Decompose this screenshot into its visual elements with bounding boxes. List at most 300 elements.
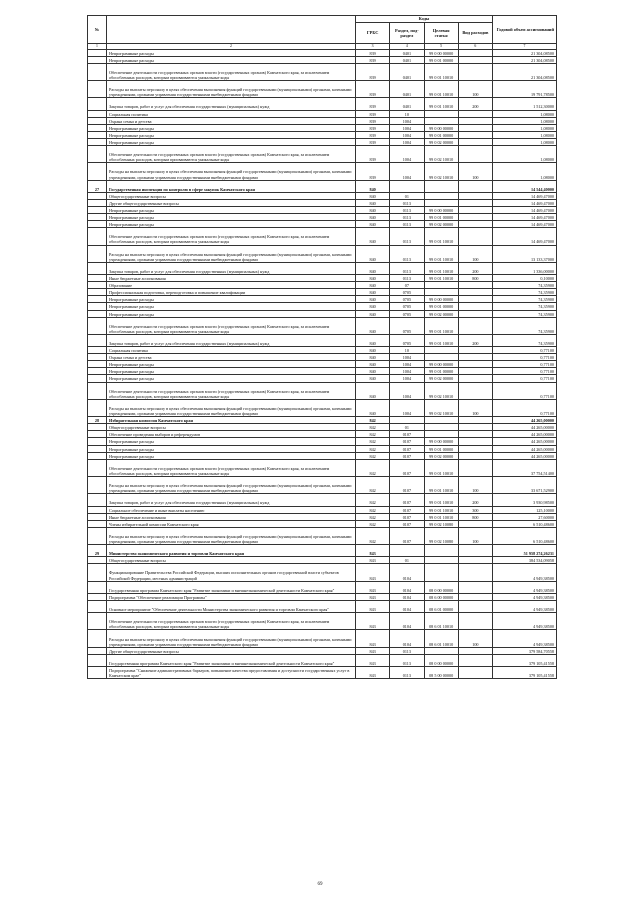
row-sum-cell: 1,08000 xyxy=(493,117,557,124)
row-name-cell: Обеспечение деятельности государственных органов власти (государственных органов) Камчатского края, за исключением обособленных расходов, которым присваиваются уникальные коды xyxy=(107,382,356,399)
table-row xyxy=(88,477,557,494)
row-expense-type-cell xyxy=(458,600,492,612)
row-number-cell xyxy=(88,228,107,245)
row-name-cell: Расходы на выплаты персоналу в целях обеспечения выполнения функций государственными (муниципальными) органами, казенными учреждениями, органами управления государственными внебюджетными фондами xyxy=(107,527,356,544)
row-section-cell: 0107 xyxy=(390,452,424,459)
row-expense-type-cell xyxy=(458,557,492,564)
table-row xyxy=(88,545,557,557)
row-number-cell xyxy=(88,282,107,289)
table-row xyxy=(88,438,557,445)
row-number-cell xyxy=(88,564,107,581)
row-expense-type-cell xyxy=(458,138,492,145)
row-grbs-cell: 839 xyxy=(356,163,390,180)
row-number-cell xyxy=(88,138,107,145)
row-name-cell: Государственная программа Камчатского края "Развитие экономики и внешнеэкономической деятельности Камчатского края" xyxy=(107,654,356,666)
row-expense-type-cell: 200 xyxy=(458,494,492,506)
row-section-cell: 0107 xyxy=(390,520,424,527)
row-section-cell: 0401 xyxy=(390,81,424,98)
row-sum-cell: 14 469,47000 xyxy=(493,214,557,221)
row-name-cell: Непрограммные расходы xyxy=(107,375,356,382)
row-sum-cell: 74,35900 xyxy=(493,310,557,317)
row-number-cell xyxy=(88,654,107,666)
col-name-header xyxy=(107,16,356,44)
row-expense-type-cell xyxy=(458,317,492,334)
row-sum-cell: 37 754,51400 xyxy=(493,459,557,476)
row-section-cell: 0401 xyxy=(390,63,424,80)
row-number-cell xyxy=(88,289,107,296)
row-section-cell: 01 xyxy=(390,424,424,431)
row-grbs-cell: 840 xyxy=(356,368,390,375)
row-section-cell: 0107 xyxy=(390,477,424,494)
row-target-article-cell: 08 6 01 00000 xyxy=(424,600,458,612)
row-grbs-cell: 842 xyxy=(356,445,390,452)
row-number-cell xyxy=(88,347,107,354)
row-grbs-cell: 842 xyxy=(356,506,390,513)
row-name-cell: Закупка товаров, работ и услуг для обеспечения государственных (муниципальных) нужд xyxy=(107,334,356,346)
row-number-cell xyxy=(88,163,107,180)
row-number-cell xyxy=(88,117,107,124)
row-number-cell xyxy=(88,667,107,679)
row-target-article-cell: 99 0 01 10010 xyxy=(424,245,458,262)
row-sum-cell: 379 584,70558 xyxy=(493,647,557,654)
row-number-cell xyxy=(88,214,107,221)
row-name-cell: Социальная политика xyxy=(107,110,356,117)
table-row xyxy=(88,368,557,375)
row-target-article-cell xyxy=(424,545,458,557)
row-name-cell: Иные бюджетные ассигнования xyxy=(107,275,356,282)
row-sum-cell: 14 469,47000 xyxy=(493,207,557,214)
row-target-article-cell: 99 0 02 00000 xyxy=(424,310,458,317)
row-section-cell: 1004 xyxy=(390,117,424,124)
table-row xyxy=(88,399,557,416)
row-number-cell xyxy=(88,399,107,416)
row-target-article-cell: 99 0 02 10080 xyxy=(424,527,458,544)
row-sum-cell: 0,77100 xyxy=(493,347,557,354)
row-number-cell xyxy=(88,431,107,438)
row-section-cell: 1004 xyxy=(390,368,424,375)
row-sum-cell: 21 304,08500 xyxy=(493,49,557,56)
row-section-cell: 0705 xyxy=(390,303,424,310)
table-row xyxy=(88,431,557,438)
row-section-cell: 0107 xyxy=(390,494,424,506)
row-section-cell: 0113 xyxy=(390,275,424,282)
row-section-cell: 0107 xyxy=(390,431,424,438)
row-grbs-cell: 839 xyxy=(356,49,390,56)
row-number-cell xyxy=(88,630,107,647)
row-target-article-cell: 99 0 01 10010 xyxy=(424,317,458,334)
row-name-cell: Охрана семьи и детства xyxy=(107,354,356,361)
row-number-cell xyxy=(88,368,107,375)
row-section-cell: 0401 xyxy=(390,98,424,110)
row-expense-type-cell xyxy=(458,131,492,138)
row-sum-cell: 44 265,00000 xyxy=(493,431,557,438)
table-row xyxy=(88,303,557,310)
row-number-cell xyxy=(88,303,107,310)
table-row xyxy=(88,334,557,346)
row-sum-cell: 19 791,78500 xyxy=(493,81,557,98)
row-expense-type-cell xyxy=(458,647,492,654)
row-number-cell xyxy=(88,310,107,317)
row-name-cell: Расходы на выплаты персоналу в целях обеспечения выполнения функций государственными (муниципальными) органами, казенными учреждениями, органами управления государственными внебюджетными фондами xyxy=(107,630,356,647)
row-expense-type-cell xyxy=(458,424,492,431)
row-name-cell: Обеспечение деятельности государственных органов власти (государственных органов) Камчатского края, за исключением обособленных расходов, которым присваиваются уникальные коды xyxy=(107,317,356,334)
row-section-cell: 1004 xyxy=(390,146,424,163)
row-target-article-cell: 99 0 02 10010 xyxy=(424,399,458,416)
row-grbs-cell: 842 xyxy=(356,431,390,438)
row-number-cell xyxy=(88,207,107,214)
row-name-cell: Другие общегосударственные вопросы xyxy=(107,647,356,654)
row-name-cell: Расходы на выплаты персоналу в целях обеспечения выполнения функций государственными (муниципальными) органами, казенными учреждениями, органами управления государственными внебюджетными фондами xyxy=(107,399,356,416)
row-name-cell: Подпрограмма "Снижение административных барьеров, повышение качества предоставления и доступности государственных услуг в Камчатском крае" xyxy=(107,667,356,679)
row-grbs-cell: 840 xyxy=(356,289,390,296)
row-sum-cell: 0,77100 xyxy=(493,382,557,399)
row-number-cell: 29 xyxy=(88,545,107,557)
row-number-cell xyxy=(88,354,107,361)
table-row xyxy=(88,600,557,612)
row-grbs-cell: 840 xyxy=(356,310,390,317)
column-index: 3 xyxy=(356,44,390,50)
table-row xyxy=(88,117,557,124)
row-target-article-cell: 08 0 00 00000 xyxy=(424,654,458,666)
row-section-cell: 0113 xyxy=(390,221,424,228)
row-number-cell xyxy=(88,317,107,334)
row-expense-type-cell xyxy=(458,192,492,199)
row-section-cell: 0113 xyxy=(390,262,424,274)
row-number-cell xyxy=(88,613,107,630)
row-number-cell xyxy=(88,520,107,527)
row-grbs-cell: 842 xyxy=(356,438,390,445)
table-row xyxy=(88,513,557,520)
row-target-article-cell: 08 6 01 10010 xyxy=(424,630,458,647)
row-number-cell xyxy=(88,98,107,110)
row-target-article-cell: 99 0 01 10010 xyxy=(424,81,458,98)
row-number-cell xyxy=(88,513,107,520)
row-sum-cell: 14 469,47000 xyxy=(493,199,557,206)
row-expense-type-cell: 100 xyxy=(458,477,492,494)
row-sum-cell: 1,08000 xyxy=(493,110,557,117)
row-grbs-cell: 840 xyxy=(356,192,390,199)
budget-table xyxy=(87,15,557,679)
row-target-article-cell: 99 0 01 10010 xyxy=(424,477,458,494)
row-expense-type-cell xyxy=(458,354,492,361)
row-expense-type-cell xyxy=(458,375,492,382)
row-target-article-cell: 99 0 01 10010 xyxy=(424,275,458,282)
table-row xyxy=(88,310,557,317)
row-target-article-cell: 99 0 02 10080 xyxy=(424,520,458,527)
table-row xyxy=(88,593,557,600)
row-name-cell: Непрограммные расходы xyxy=(107,296,356,303)
column-index: 5 xyxy=(424,44,458,50)
row-grbs-cell: 840 xyxy=(356,199,390,206)
table-row xyxy=(88,445,557,452)
row-section-cell: 0104 xyxy=(390,630,424,647)
row-sum-cell: 1 512,30000 xyxy=(493,98,557,110)
row-number-cell xyxy=(88,593,107,600)
row-sum-cell: 74,35900 xyxy=(493,282,557,289)
row-target-article-cell: 99 0 02 10010 xyxy=(424,146,458,163)
row-expense-type-cell xyxy=(458,581,492,593)
row-name-cell: Подпрограмма "Обеспечение реализации Программы" xyxy=(107,593,356,600)
table-row xyxy=(88,275,557,282)
row-grbs-cell: 842 xyxy=(356,520,390,527)
row-sum-cell: 0,77100 xyxy=(493,361,557,368)
row-name-cell: Социальная политика xyxy=(107,347,356,354)
row-sum-cell: 44 265,00000 xyxy=(493,452,557,459)
row-name-cell: Избирательная комиссия Камчатского края xyxy=(107,417,356,424)
table-row xyxy=(88,192,557,199)
row-sum-cell: 4 949,38500 xyxy=(493,564,557,581)
row-expense-type-cell xyxy=(458,431,492,438)
row-section-cell: 0104 xyxy=(390,564,424,581)
row-number-cell xyxy=(88,221,107,228)
row-grbs-cell: 839 xyxy=(356,56,390,63)
row-target-article-cell xyxy=(424,199,458,206)
row-expense-type-cell xyxy=(458,452,492,459)
table-row xyxy=(88,520,557,527)
row-grbs-cell: 840 xyxy=(356,221,390,228)
row-grbs-cell: 839 xyxy=(356,131,390,138)
row-number-cell xyxy=(88,131,107,138)
row-expense-type-cell xyxy=(458,110,492,117)
row-section-cell: 0107 xyxy=(390,513,424,520)
row-expense-type-cell: 100 xyxy=(458,527,492,544)
row-expense-type-cell xyxy=(458,296,492,303)
row-sum-cell: 74,35900 xyxy=(493,317,557,334)
row-section-cell: 1004 xyxy=(390,131,424,138)
row-target-article-cell xyxy=(424,180,458,192)
row-grbs-cell: 839 xyxy=(356,146,390,163)
row-expense-type-cell xyxy=(458,613,492,630)
row-number-cell xyxy=(88,375,107,382)
row-sum-cell: 125,10000 xyxy=(493,506,557,513)
row-sum-cell: 74,35900 xyxy=(493,289,557,296)
row-expense-type-cell xyxy=(458,445,492,452)
row-target-article-cell xyxy=(424,282,458,289)
row-expense-type-cell xyxy=(458,438,492,445)
row-section-cell xyxy=(390,180,424,192)
row-section-cell: 0107 xyxy=(390,445,424,452)
row-expense-type-cell: 200 xyxy=(458,98,492,110)
col-grbs-header: ГРБС xyxy=(356,23,390,44)
row-grbs-cell: 840 xyxy=(356,334,390,346)
row-grbs-cell: 843 xyxy=(356,581,390,593)
row-name-cell: Основное мероприятие "Обеспечение деятельности Министерства экономического развития и торговли Камчатского края" xyxy=(107,600,356,612)
row-name-cell: Непрограммные расходы xyxy=(107,214,356,221)
row-name-cell: Непрограммные расходы xyxy=(107,361,356,368)
row-name-cell: Закупка товаров, работ и услуг для обеспечения государственных (муниципальных) нужд xyxy=(107,98,356,110)
row-expense-type-cell xyxy=(458,593,492,600)
row-section-cell: 1004 xyxy=(390,375,424,382)
row-target-article-cell xyxy=(424,647,458,654)
row-grbs-cell: 842 xyxy=(356,513,390,520)
row-name-cell: Непрограммные расходы xyxy=(107,56,356,63)
row-name-cell: Общегосударственные вопросы xyxy=(107,557,356,564)
row-grbs-cell: 840 xyxy=(356,214,390,221)
row-name-cell: Непрограммные расходы xyxy=(107,368,356,375)
row-expense-type-cell: 100 xyxy=(458,81,492,98)
row-grbs-cell: 840 xyxy=(356,354,390,361)
row-name-cell: Обеспечение деятельности государственных органов власти (государственных органов) Камчатского края, за исключением обособленных расходов, которым присваиваются уникальные коды xyxy=(107,459,356,476)
row-name-cell: Охрана семьи и детства xyxy=(107,117,356,124)
table-row xyxy=(88,630,557,647)
row-sum-cell: 0,77100 xyxy=(493,375,557,382)
row-name-cell: Министерство экономического развития и торговли Камчатского края xyxy=(107,545,356,557)
row-name-cell: Непрограммные расходы xyxy=(107,138,356,145)
row-section-cell: 0107 xyxy=(390,438,424,445)
row-target-article-cell: 99 0 01 10010 xyxy=(424,459,458,476)
row-number-cell xyxy=(88,361,107,368)
row-grbs-cell: 840 xyxy=(356,399,390,416)
table-row xyxy=(88,214,557,221)
row-section-cell: 01 xyxy=(390,192,424,199)
row-section-cell: 0104 xyxy=(390,600,424,612)
row-number-cell xyxy=(88,245,107,262)
row-target-article-cell xyxy=(424,289,458,296)
row-expense-type-cell xyxy=(458,124,492,131)
row-grbs-cell: 840 xyxy=(356,296,390,303)
row-expense-type-cell xyxy=(458,303,492,310)
row-number-cell xyxy=(88,124,107,131)
row-number-cell xyxy=(88,56,107,63)
row-number-cell xyxy=(88,275,107,282)
table-row xyxy=(88,296,557,303)
row-sum-cell: 21 304,08500 xyxy=(493,56,557,63)
row-expense-type-cell xyxy=(458,63,492,80)
row-name-cell: Обеспечение деятельности государственных органов власти (государственных органов) Камчатского края, за исключением обособленных расходов, которым присваиваются уникальные коды xyxy=(107,228,356,245)
row-sum-cell: 44 265,00000 xyxy=(493,445,557,452)
row-section-cell: 0104 xyxy=(390,593,424,600)
row-section-cell: 0107 xyxy=(390,527,424,544)
row-grbs-cell: 842 xyxy=(356,477,390,494)
row-expense-type-cell: 100 xyxy=(458,399,492,416)
row-expense-type-cell xyxy=(458,361,492,368)
row-sum-cell: 74,35900 xyxy=(493,296,557,303)
row-name-cell: Обеспечение деятельности государственных органов власти (государственных органов) Камчатского края, за исключением обособленных расходов, которым присваиваются уникальные коды xyxy=(107,146,356,163)
row-section-cell: 0113 xyxy=(390,228,424,245)
table-row xyxy=(88,667,557,679)
row-sum-cell: 1,08000 xyxy=(493,163,557,180)
row-sum-cell: 44 265,00000 xyxy=(493,417,557,424)
row-expense-type-cell: 100 xyxy=(458,163,492,180)
row-sum-cell: 1,08000 xyxy=(493,124,557,131)
table-row xyxy=(88,581,557,593)
table-row xyxy=(88,245,557,262)
row-grbs-cell: 843 xyxy=(356,613,390,630)
row-section-cell: 0705 xyxy=(390,289,424,296)
row-expense-type-cell: 800 xyxy=(458,513,492,520)
column-index: 1 xyxy=(88,44,107,50)
row-grbs-cell: 843 xyxy=(356,564,390,581)
row-section-cell: 0113 xyxy=(390,207,424,214)
row-grbs-cell: 840 xyxy=(356,347,390,354)
table-row xyxy=(88,459,557,476)
col-sum-header: Годовой объем ассигнований xyxy=(493,16,557,44)
row-expense-type-cell xyxy=(458,382,492,399)
row-grbs-cell: 840 xyxy=(356,180,390,192)
table-row xyxy=(88,56,557,63)
row-sum-cell: 14 469,47000 xyxy=(493,192,557,199)
row-grbs-cell: 839 xyxy=(356,98,390,110)
row-number-cell xyxy=(88,600,107,612)
row-sum-cell: 4 949,38500 xyxy=(493,613,557,630)
row-number-cell xyxy=(88,424,107,431)
page-number: 69 xyxy=(317,882,323,887)
row-grbs-cell: 843 xyxy=(356,557,390,564)
row-sum-cell: 0,77100 xyxy=(493,354,557,361)
row-section-cell: 0107 xyxy=(390,506,424,513)
codes-group-header: Коды xyxy=(356,16,493,23)
row-target-article-cell: 99 0 01 00000 xyxy=(424,214,458,221)
table-row xyxy=(88,98,557,110)
row-name-cell: Общегосударственные вопросы xyxy=(107,192,356,199)
row-name-cell: Расходы на выплаты персоналу в целях обеспечения выполнения функций государственными (муниципальными) органами, казенными учреждениями, органами управления государственными внебюджетными фондами xyxy=(107,245,356,262)
row-name-cell: Непрограммные расходы xyxy=(107,49,356,56)
row-name-cell: Непрограммные расходы xyxy=(107,124,356,131)
table-row xyxy=(88,647,557,654)
row-grbs-cell: 842 xyxy=(356,459,390,476)
row-target-article-cell: 08 0 00 00000 xyxy=(424,581,458,593)
table-row xyxy=(88,163,557,180)
row-name-cell: Непрограммные расходы xyxy=(107,452,356,459)
row-expense-type-cell xyxy=(458,417,492,424)
row-sum-cell: 379 105,41558 xyxy=(493,654,557,666)
table-row xyxy=(88,375,557,382)
table-row xyxy=(88,63,557,80)
table-row xyxy=(88,282,557,289)
row-number-cell xyxy=(88,494,107,506)
row-target-article-cell: 99 0 02 10010 xyxy=(424,382,458,399)
table-row xyxy=(88,199,557,206)
row-target-article-cell: 99 0 01 00000 xyxy=(424,368,458,375)
row-name-cell: Закупка товаров, работ и услуг для обеспечения государственных (муниципальных) нужд xyxy=(107,494,356,506)
table-row xyxy=(88,361,557,368)
row-sum-cell: 0,10000 xyxy=(493,275,557,282)
table-row xyxy=(88,131,557,138)
row-name-cell: Общегосударственные вопросы xyxy=(107,424,356,431)
row-target-article-cell: 99 0 01 10010 xyxy=(424,63,458,80)
table-row xyxy=(88,613,557,630)
row-section-cell: 10 xyxy=(390,110,424,117)
table-row xyxy=(88,654,557,666)
row-number-cell xyxy=(88,49,107,56)
row-grbs-cell: 840 xyxy=(356,303,390,310)
row-sum-cell: 21 304,08500 xyxy=(493,63,557,80)
table-row xyxy=(88,221,557,228)
row-name-cell: Иные бюджетные ассигнования xyxy=(107,513,356,520)
table-row xyxy=(88,452,557,459)
row-grbs-cell: 842 xyxy=(356,494,390,506)
row-number-cell xyxy=(88,334,107,346)
row-target-article-cell: 99 0 01 10010 xyxy=(424,262,458,274)
row-number-cell xyxy=(88,459,107,476)
row-target-article-cell: 99 0 00 00000 xyxy=(424,49,458,56)
row-grbs-cell: 840 xyxy=(356,382,390,399)
row-sum-cell: 44 265,00000 xyxy=(493,424,557,431)
row-target-article-cell: 08 6 00 00000 xyxy=(424,593,458,600)
row-expense-type-cell xyxy=(458,49,492,56)
row-target-article-cell: 99 0 01 00000 xyxy=(424,445,458,452)
row-number-cell xyxy=(88,527,107,544)
row-target-article-cell xyxy=(424,431,458,438)
row-expense-type-cell xyxy=(458,654,492,666)
row-section-cell: 0104 xyxy=(390,581,424,593)
row-expense-type-cell xyxy=(458,368,492,375)
row-number-cell xyxy=(88,296,107,303)
row-name-cell: Закупка товаров, работ и услуг для обеспечения государственных (муниципальных) нужд xyxy=(107,262,356,274)
table-row xyxy=(88,506,557,513)
row-target-article-cell: 99 0 02 10010 xyxy=(424,163,458,180)
row-expense-type-cell: 800 xyxy=(458,275,492,282)
